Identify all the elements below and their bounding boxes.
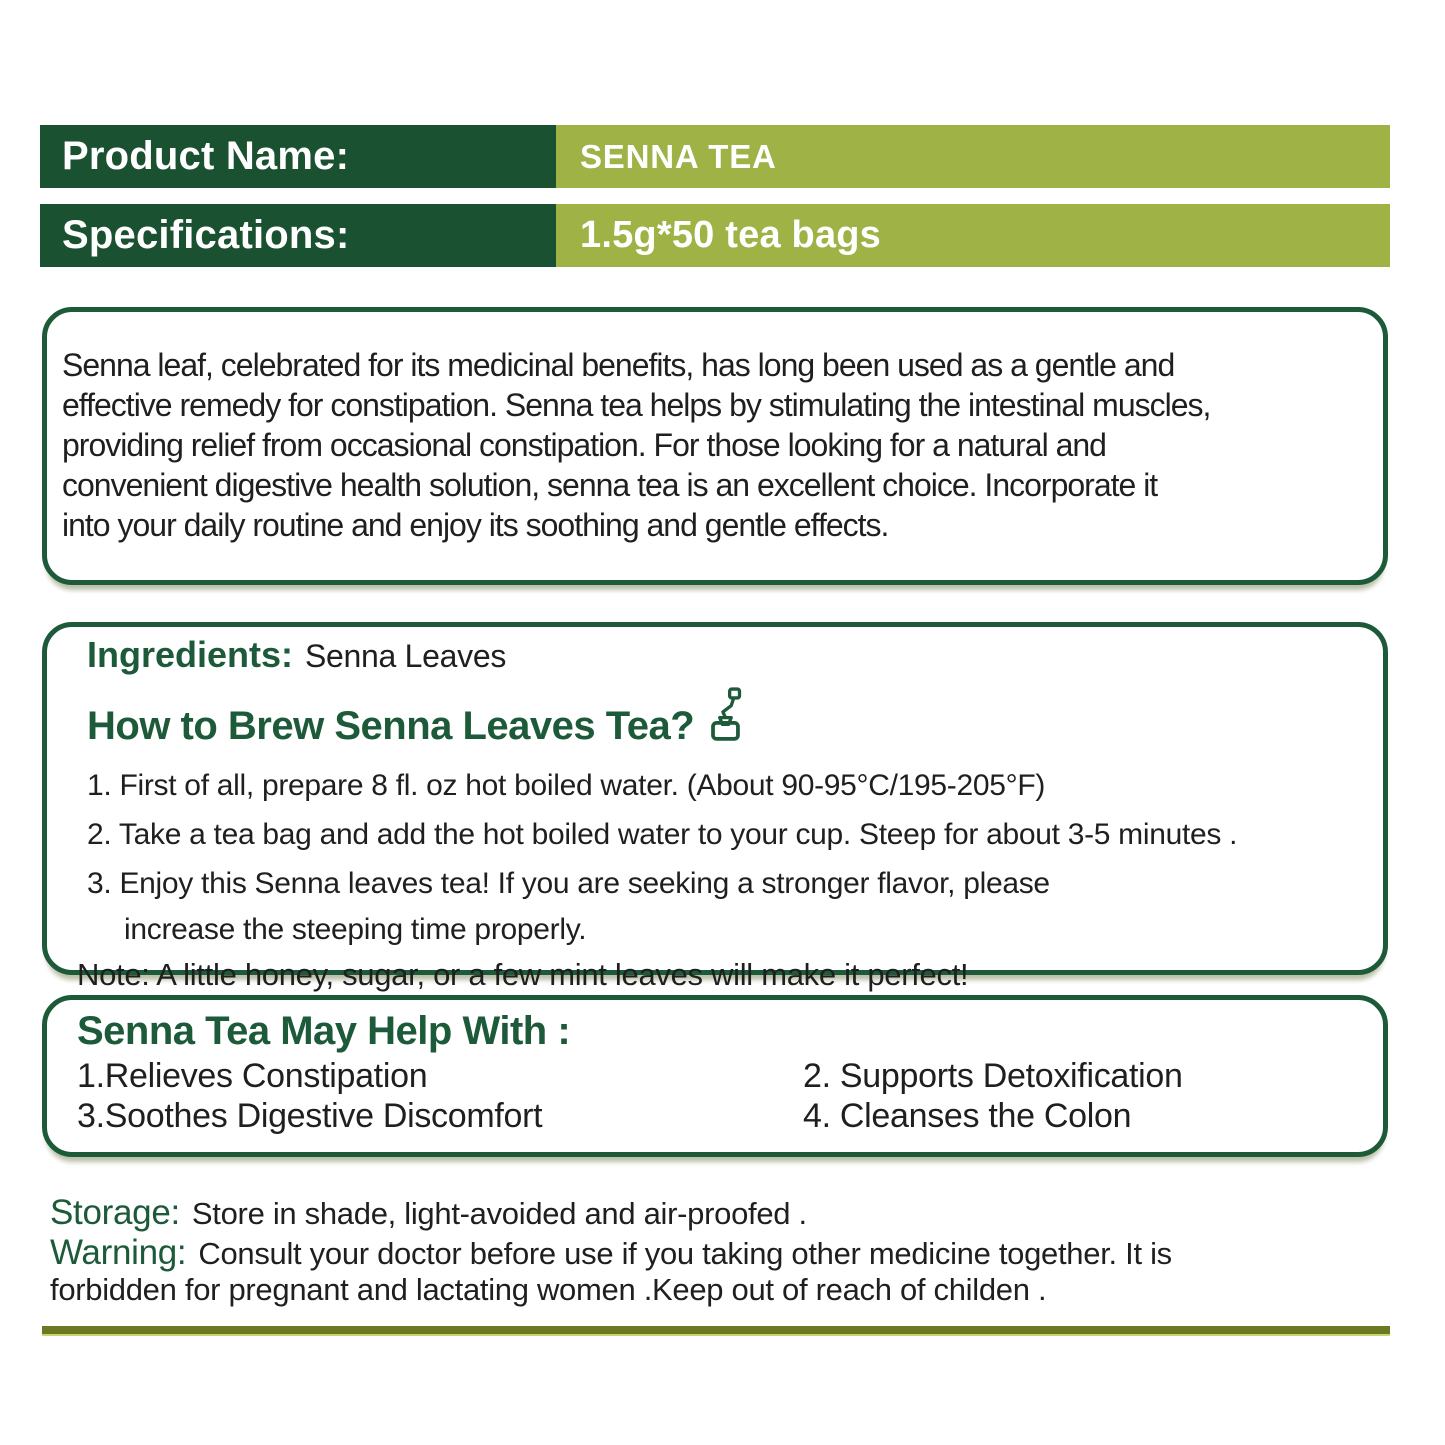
warning-label: Warning: <box>50 1233 187 1272</box>
description-line: into your daily routine and enjoy its soothing and gentle effects. <box>62 507 889 543</box>
brew-note: Note: A little honey, sugar, or a few mint leaves will make it perfect! <box>77 957 969 992</box>
ingredients-value: Senna Leaves <box>305 638 507 674</box>
product-name-value: SENNA TEA <box>556 125 1390 188</box>
brew-step-2: 2. Take a tea bag and add the hot boiled water to your cup. Steep for about 3-5 minutes . <box>87 818 1238 851</box>
specifications-label: Specifications: <box>40 204 556 267</box>
warning-line-continued: forbidden for pregnant and lactating women .Keep out of reach of childen . <box>50 1272 1047 1307</box>
description-line: effective remedy for constipation. Senna tea helps by stimulating the intestinal muscles, <box>62 387 1211 423</box>
storage-label: Storage: <box>50 1193 180 1232</box>
brew-title: How to Brew Senna Leaves Tea? <box>87 704 695 748</box>
brew-box <box>42 622 1388 992</box>
benefits-title: Senna Tea May Help With : <box>77 1009 571 1053</box>
ingredients-line <box>87 633 1375 685</box>
warning-line <box>50 1235 1395 1272</box>
specifications-value: 1.5g*50 tea bags <box>556 204 1390 267</box>
benefits-list <box>77 1056 1375 1136</box>
benefits-box <box>42 995 1388 1157</box>
bottom-divider <box>42 1326 1390 1336</box>
warning-text: Consult your doctor before use if you taking other medicine together. It is <box>198 1236 1172 1271</box>
specifications-bar <box>40 204 1390 267</box>
brew-step-3-continued: increase the steeping time properly. <box>124 913 587 946</box>
description-line: Senna leaf, celebrated for its medicinal benefits, has long been used as a gentle and <box>62 347 1175 383</box>
brew-title-line <box>87 685 1375 761</box>
brew-step-3: 3. Enjoy this Senna leaves tea! If you are seeking a stronger flavor, please <box>87 867 1050 900</box>
benefit-item-3: 3.Soothes Digestive Discomfort <box>77 1097 543 1135</box>
benefit-item-2: 2. Supports Detoxification <box>803 1057 1183 1095</box>
teabag-icon <box>708 687 744 763</box>
description-line: convenient digestive health solution, senna tea is an excellent choice. Incorporate it <box>62 467 1158 503</box>
storage-line <box>50 1192 1395 1235</box>
benefit-item-1: 1.Relieves Constipation <box>77 1057 428 1095</box>
ingredients-label: Ingredients: <box>87 634 294 675</box>
description-box <box>42 307 1388 585</box>
product-name-bar <box>40 125 1390 188</box>
description-line: providing relief from occasional constipation. For those looking for a natural and <box>62 427 1106 463</box>
brew-step-1: 1. First of all, prepare 8 fl. oz hot boiled water. (About 90-95°C/195-205°F) <box>87 769 1046 802</box>
product-name-label: Product Name: <box>40 125 556 188</box>
storage-warning-section <box>50 1192 1395 1308</box>
storage-text: Store in shade, light-avoided and air-proofed . <box>191 1196 807 1231</box>
benefit-item-4: 4. Cleanses the Colon <box>803 1097 1132 1135</box>
